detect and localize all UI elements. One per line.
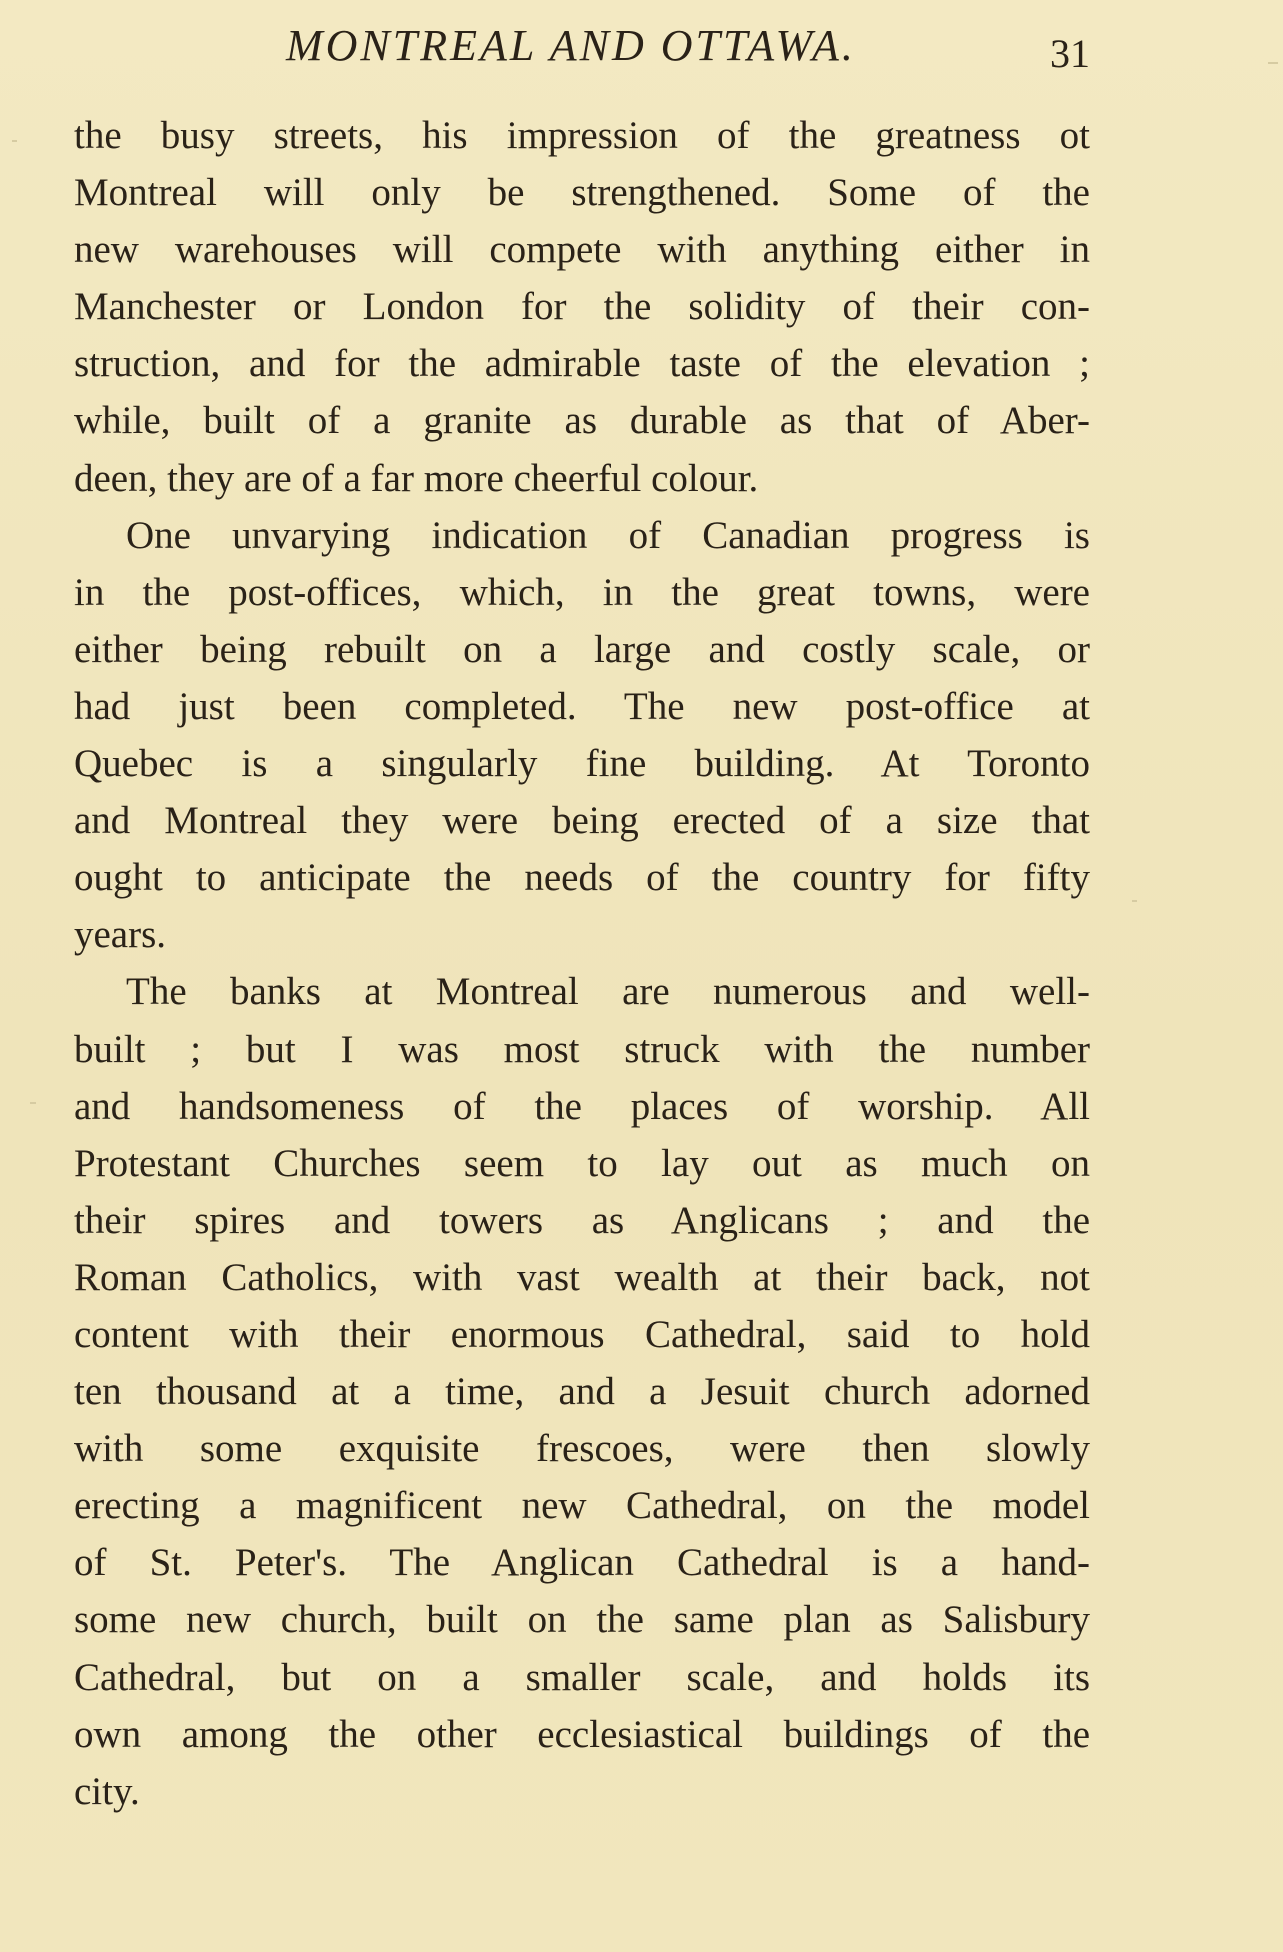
text-line: Cathedral, but on a smaller scale, and holds its: [74, 1655, 1090, 1699]
paper-speck: [12, 140, 17, 142]
text-line: their spires and towers as Anglicans ; and the: [74, 1198, 1090, 1242]
text-line: some new church, built on the same plan as Salisbury: [74, 1598, 1090, 1642]
paper-speck: [1268, 62, 1278, 64]
text-line: new warehouses will compete with anything either in: [74, 228, 1090, 272]
text-line: own among the other ecclesiastical buildings of the: [74, 1712, 1090, 1756]
text-line: had just been completed. The new post-office at: [74, 684, 1090, 728]
text-line: of St. Peter's. The Anglican Cathedral is a hand-: [74, 1541, 1090, 1585]
text-line: erecting a magnificent new Cathedral, on the model: [74, 1484, 1090, 1528]
text-line: and Montreal they were being erected of a size that: [74, 799, 1090, 843]
text-line: either being rebuilt on a large and costly scale, or: [74, 627, 1090, 671]
running-head: [0, 16, 1283, 76]
text-line: content with their enormous Cathedral, said to hold: [74, 1312, 1090, 1356]
text-line: and handsomeness of the places of worship. All: [74, 1084, 1090, 1128]
text-line: struction, and for the admirable taste of the elevation ;: [74, 342, 1090, 386]
text-line: the busy streets, his impression of the greatness ot: [74, 114, 1090, 157]
text-line: Roman Catholics, with vast wealth at their back, not: [74, 1255, 1090, 1299]
text-line: deen, they are of a far more cheerful colour.: [74, 456, 759, 500]
text-line: Manchester or London for the solidity of their con-: [74, 285, 1090, 329]
paper-speck: [1132, 900, 1137, 902]
text-line: city.: [74, 1769, 140, 1813]
text-line: built ; but I was most struck with the number: [74, 1027, 1090, 1071]
text-line: in the post-offices, which, in the great towns, were: [74, 570, 1090, 614]
text-line: ought to anticipate the needs of the country for fifty: [74, 856, 1090, 900]
paper-speck: [30, 1102, 36, 1104]
text-line: with some exquisite frescoes, were then slowly: [74, 1427, 1090, 1471]
text-line: ten thousand at a time, and a Jesuit church adorned: [74, 1370, 1090, 1414]
text-line: Protestant Churches seem to lay out as much on: [74, 1141, 1090, 1185]
text-line: while, built of a granite as durable as that of Aber-: [74, 399, 1090, 443]
paragraph-start-line: The banks at Montreal are numerous and well-: [126, 970, 1090, 1014]
paragraph-start-line: One unvarying indication of Canadian progress is: [126, 513, 1090, 557]
text-line: Montreal will only be strengthened. Some of the: [74, 171, 1090, 215]
page-number: 31: [1050, 31, 1090, 76]
running-title: MONTREAL AND OTTAWA.: [286, 21, 856, 70]
text-line: Quebec is a singularly fine building. At Toronto: [74, 742, 1090, 786]
text-line: years.: [74, 913, 167, 957]
body-text: [74, 107, 1090, 1820]
